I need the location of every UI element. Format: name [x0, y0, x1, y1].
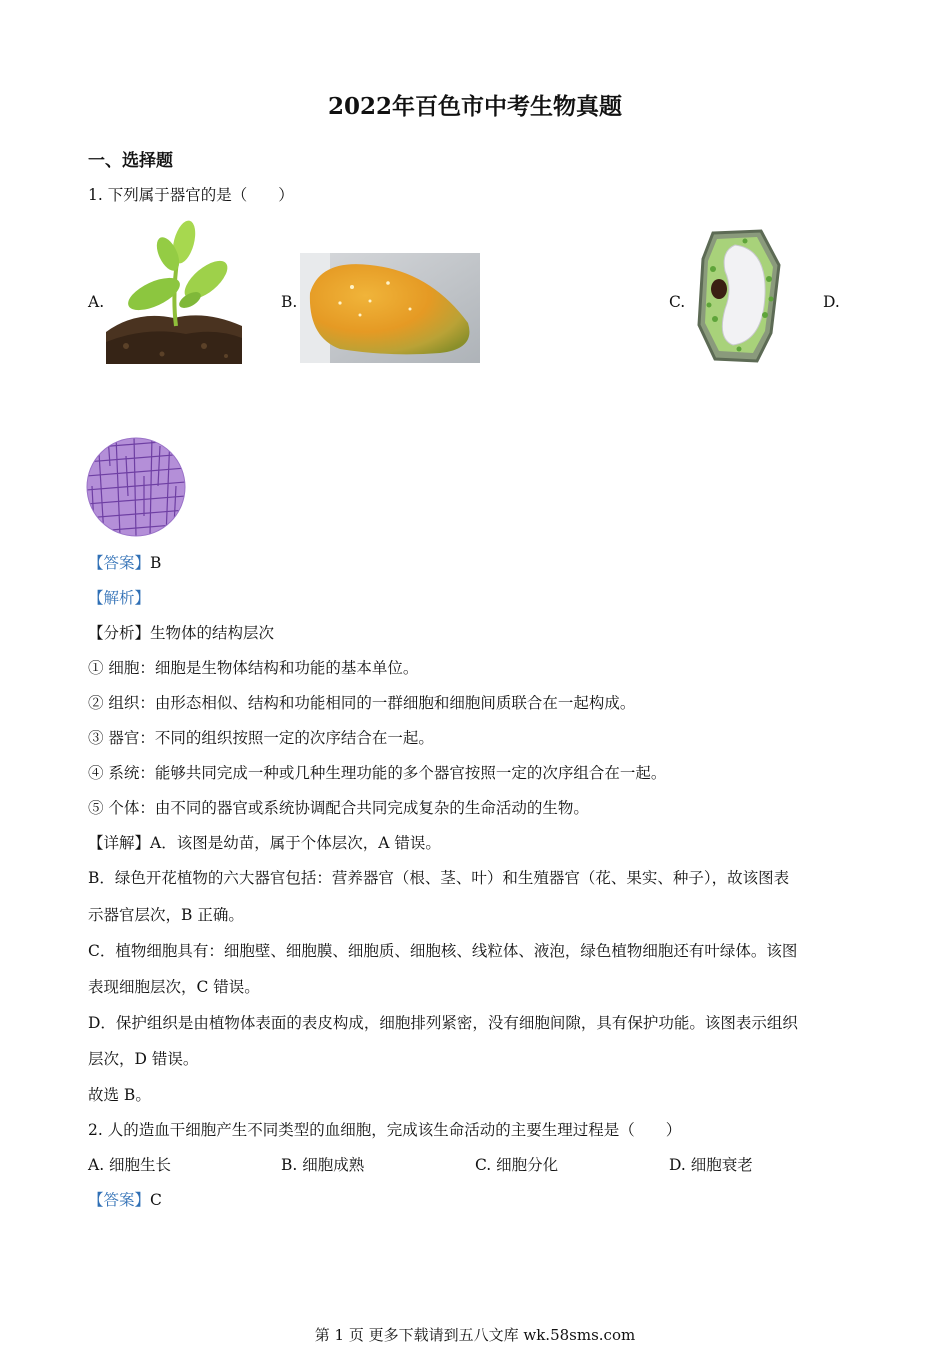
answer-1	[88, 551, 161, 573]
detail-b-line-1: B．绿色开花植物的六大器官包括：营养器官（根、茎、叶）和生殖器官（花、果实、种子），故该图表	[88, 869, 790, 887]
analysis-text: 生物体的结构层次	[150, 624, 275, 642]
q2-option-d: D. 细胞衰老	[669, 1156, 753, 1174]
section-heading: 一、选择题	[88, 151, 173, 171]
seedling-image	[106, 214, 242, 364]
answer-1-tag: 【答案】	[88, 554, 151, 572]
analysis-bracket: 【分析】	[88, 624, 151, 642]
answer-1-value: B	[150, 554, 162, 572]
tissue-image	[86, 436, 186, 538]
answer-2-tag: 【答案】	[88, 1191, 151, 1209]
option-c-label: C.	[669, 293, 686, 311]
detail-a-text: A．该图是幼苗，属于个体层次，A 错误。	[150, 834, 441, 852]
detail-c-line-2: 表现细胞层次，C 错误。	[88, 978, 260, 996]
point-2: ② 组织：由形态相似、结构和功能相同的一群细胞和细胞间质联合在一起构成。	[88, 694, 636, 712]
question-2-stem: 2. 人的造血干细胞产生不同类型的血细胞，完成该生命活动的主要生理过程是（ ）	[88, 1121, 682, 1139]
detail-d-line-2: 层次，D 错误。	[88, 1050, 199, 1068]
detail-line-a	[88, 831, 441, 853]
conclusion: 故选 B。	[88, 1086, 151, 1104]
option-a-label: A.	[88, 293, 105, 311]
detail-c-line-1: C．植物细胞具有：细胞壁、细胞膜、细胞质、细胞核、线粒体、液泡，绿色植物细胞还有叶绿体。该图	[88, 942, 798, 960]
q2-option-b: B. 细胞成熟	[281, 1156, 365, 1174]
page-footer: 第 1 页 更多下载请到五八文库 wk.58sms.com	[314, 1326, 636, 1344]
point-4: ④ 系统：能够共同完成一种或几种生理功能的多个器官按照一定的次序组合在一起。	[88, 764, 667, 782]
q2-option-a: A. 细胞生长	[88, 1156, 172, 1174]
plant-cell-image	[695, 229, 781, 364]
q2-option-c: C. 细胞分化	[475, 1156, 559, 1174]
point-3: ③ 器官：不同的组织按照一定的次序结合在一起。	[88, 729, 434, 747]
point-1: ① 细胞：细胞是生物体结构和功能的基本单位。	[88, 659, 419, 677]
point-5: ⑤ 个体：由不同的器官或系统协调配合共同完成复杂的生命活动的生物。	[88, 799, 589, 817]
detail-bracket: 【详解】	[88, 834, 151, 852]
answer-2-value: C	[150, 1191, 162, 1209]
answer-2	[88, 1188, 162, 1210]
analysis-line	[88, 621, 274, 643]
option-b-label: B.	[281, 293, 298, 311]
option-d-label: D.	[823, 293, 840, 311]
analysis-tag: 【解析】	[88, 589, 151, 607]
detail-b-line-2: 示器官层次，B 正确。	[88, 906, 244, 924]
question-1-stem: 1. 下列属于器官的是（ ）	[88, 186, 294, 204]
mango-image	[300, 253, 480, 363]
page-title: 2022年百色市中考生物真题	[327, 93, 622, 120]
detail-d-line-1: D．保护组织是由植物体表面的表皮构成，细胞排列紧密，没有细胞间隙，具有保护功能。该图表示组织	[88, 1014, 798, 1032]
